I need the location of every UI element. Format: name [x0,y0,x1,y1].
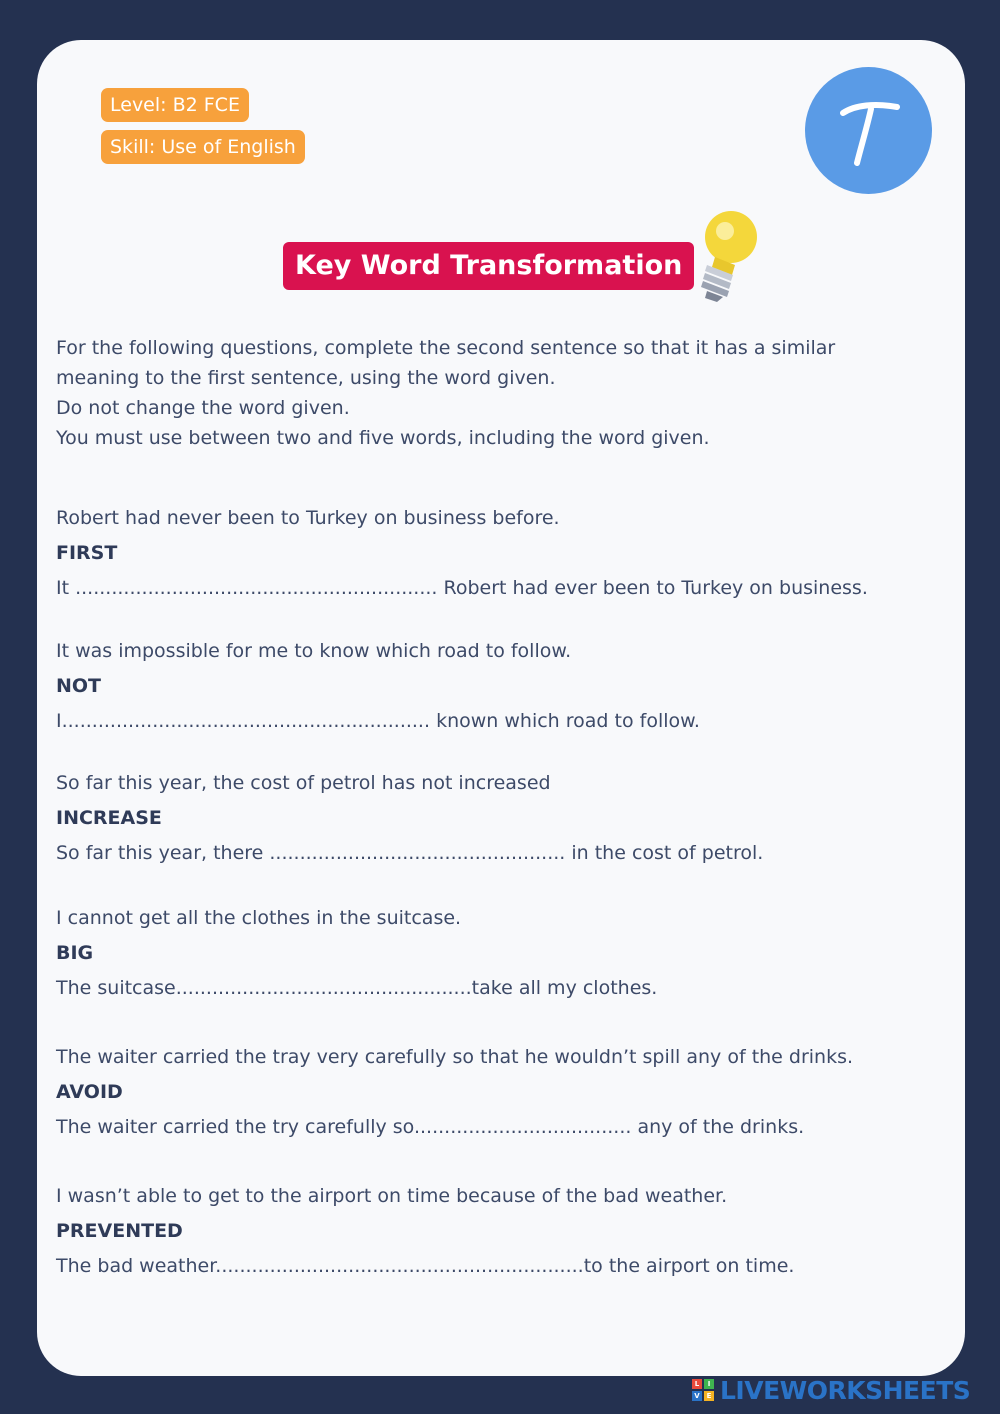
lightbulb-icon [685,203,765,303]
transformation-line [56,836,763,871]
answer-prefix[interactable]: The bad weather............................................................. [56,1255,584,1277]
worksheet-card [37,40,965,1376]
instructions [56,333,835,453]
liveworksheets-brand [692,1377,970,1403]
answer-suffix: Robert had ever been to Turkey on business. [443,577,868,599]
transformation-line [56,704,700,739]
answer-prefix[interactable]: The waiter carried the try carefully so.................................... [56,1116,632,1138]
original-sentence: The waiter carried the tray very carefully so that he wouldn’t spill any of the drinks. [56,1046,854,1068]
original-sentence: It was impossible for me to know which road to follow. [56,640,572,662]
logo-tile: E [704,1391,714,1401]
key-word: NOT [56,675,102,697]
key-word: PREVENTED [56,1220,183,1242]
answer-prefix[interactable]: I............................................................. [56,710,431,732]
question-1 [56,501,868,606]
skill-badge: Skill: Use of English [101,130,305,164]
liveworksheets-wordmark: LIVEWORKSHEETS [720,1375,971,1405]
logo-tile: V [692,1391,702,1401]
question-6 [56,1179,794,1284]
teacher-logo [805,67,932,194]
answer-suffix: take all my clothes. [471,977,658,999]
instruction-line: For the following questions, complete the second sentence so that it has a similar [56,337,836,359]
original-sentence: Robert had never been to Turkey on business before. [56,507,560,529]
question-4 [56,901,657,1006]
transformation-line [56,1249,794,1284]
key-word: AVOID [56,1081,123,1103]
transformation-line [56,1110,853,1145]
logo-tile: L [692,1379,702,1389]
original-sentence: So far this year, the cost of petrol has not increased [56,772,551,794]
transformation-line [56,571,868,606]
instruction-line: meaning to the first sentence, using the word given. [56,367,556,389]
answer-suffix: to the airport on time. [583,1255,795,1277]
answer-suffix: known which road to follow. [436,710,700,732]
instruction-line: Do not change the word given. [56,397,350,419]
key-word: FIRST [56,542,118,564]
key-word: BIG [56,942,94,964]
instruction-line: You must use between two and five words, including the word given. [56,427,710,449]
page-title: Key Word Transformation [283,242,694,290]
answer-prefix[interactable]: It ............................................................ [56,577,438,599]
question-5 [56,1040,853,1145]
answer-prefix[interactable]: The suitcase................................................. [56,977,472,999]
t-letter-icon [805,67,932,194]
logo-tile: I [704,1379,714,1389]
answer-prefix[interactable]: So far this year, there ................................................. [56,842,566,864]
original-sentence: I cannot get all the clothes in the suitcase. [56,907,462,929]
liveworksheets-logo-icon [692,1379,714,1401]
answer-suffix: any of the drinks. [637,1116,805,1138]
question-2 [56,634,700,739]
key-word: INCREASE [56,807,162,829]
level-badge: Level: B2 FCE [101,88,249,122]
question-3 [56,766,763,871]
original-sentence: I wasn’t able to get to the airport on time because of the bad weather. [56,1185,728,1207]
transformation-line [56,971,657,1006]
answer-suffix: in the cost of petrol. [571,842,764,864]
